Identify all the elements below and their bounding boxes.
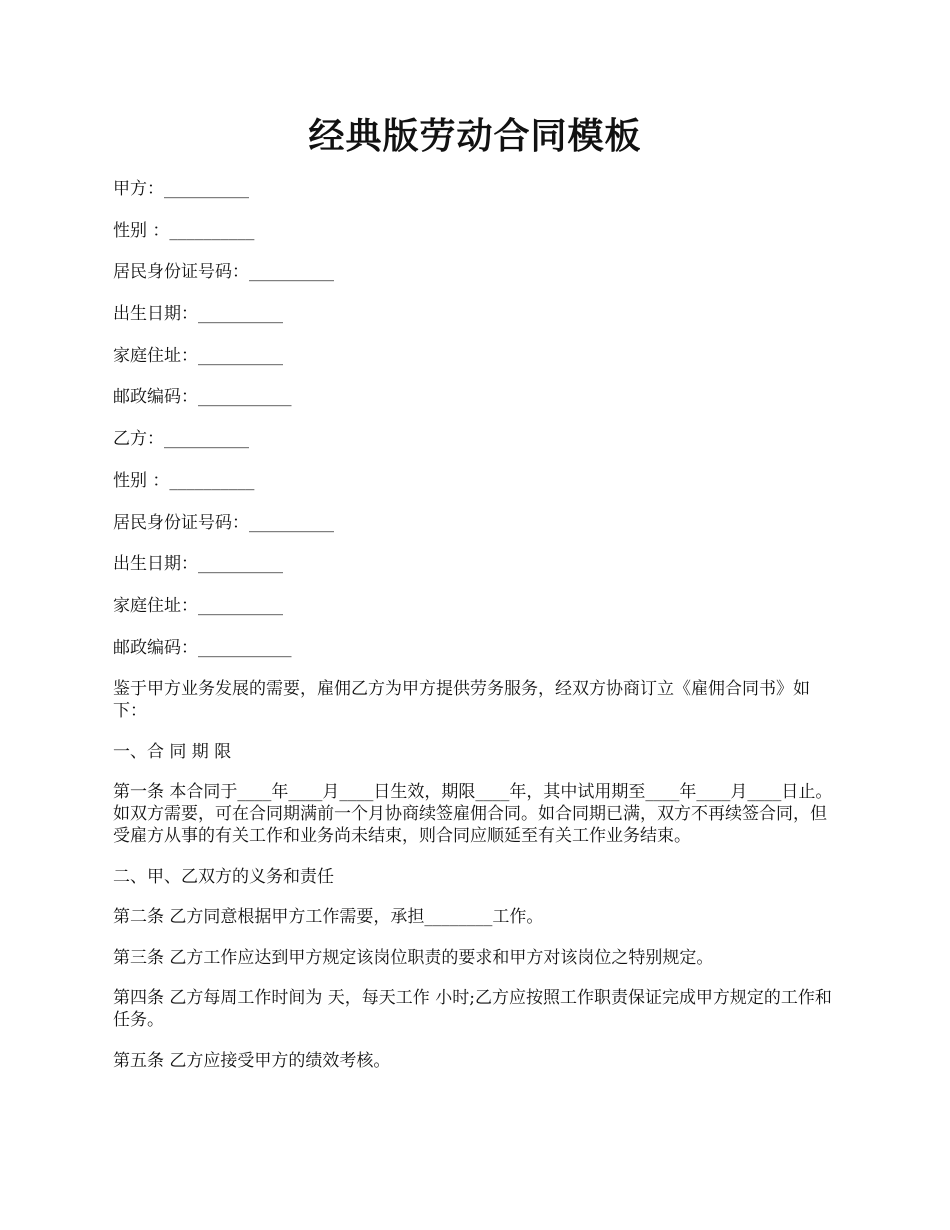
article-1: 第一条 本合同于____年____月____日生效，期限____年，其中试用期至____年____月____日止。如双方需要，可在合同期满前一个月协商续签雇佣合同。如合同期已满，双方不再续签合同，但受雇方从事的有关工作和业务尚未结束，则合同应顺延至有关工作业务结束。 <box>113 782 833 847</box>
article-5: 第五条 乙方应接受甲方的绩效考核。 <box>113 1050 391 1071</box>
party-a-birthdate-field: 出生日期：__________ <box>113 304 283 325</box>
intro-paragraph: 鉴于甲方业务发展的需要，雇佣乙方为甲方提供劳务服务，经双方协商订立《雇佣合同书》如下： <box>113 679 810 722</box>
section-2-heading: 二、甲、乙双方的义务和责任 <box>113 866 334 887</box>
party-a-id-field: 居民身份证号码：__________ <box>113 262 334 283</box>
party-b-birthdate-field: 出生日期：__________ <box>113 554 283 575</box>
document-body <box>113 178 843 1090</box>
party-a-name-field: 甲方：__________ <box>113 179 249 199</box>
section-1-heading: 一、合 同 期 限 <box>113 741 232 762</box>
party-b-id-field: 居民身份证号码：__________ <box>113 512 334 533</box>
party-a-postcode-field: 邮政编码：___________ <box>113 387 292 408</box>
party-a-gender-field: 性别 ：__________ <box>113 220 255 241</box>
party-a-address-field: 家庭住址：__________ <box>113 345 283 366</box>
article-2: 第二条 乙方同意根据甲方工作需要，承担________工作。 <box>113 907 544 928</box>
party-b-address-field: 家庭住址：__________ <box>113 595 283 616</box>
document-title: 经典版劳动合同模板 <box>308 115 642 157</box>
article-3: 第三条 乙方工作应达到甲方规定该岗位职责的要求和甲方对该岗位之特别规定。 <box>113 947 714 968</box>
party-b-name-field: 乙方：__________ <box>113 429 249 450</box>
article-4: 第四条 乙方每周工作时间为 天，每天工作 小时;乙方应按照工作职责保证完成甲方规定的工作和任务。 <box>113 988 832 1031</box>
party-b-gender-field: 性别 ：__________ <box>113 470 255 491</box>
party-b-postcode-field: 邮政编码：___________ <box>113 637 292 658</box>
